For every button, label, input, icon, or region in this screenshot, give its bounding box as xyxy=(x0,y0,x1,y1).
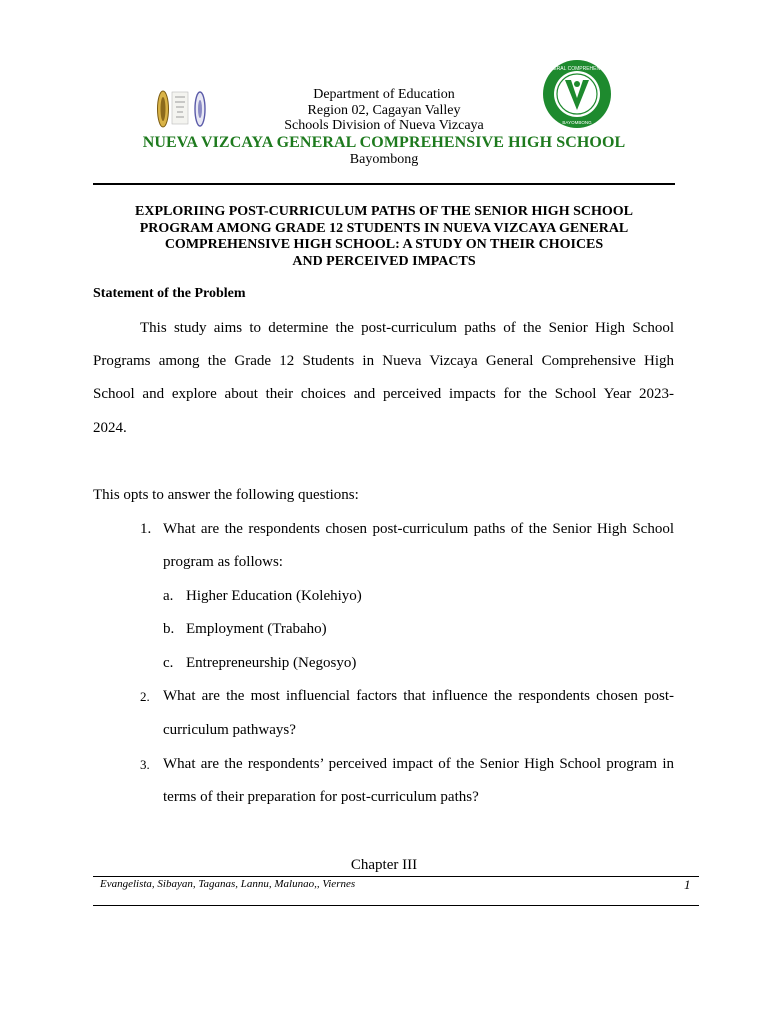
title-line-4: AND PERCEIVED IMPACTS xyxy=(292,254,476,269)
header-town: Bayombong xyxy=(349,152,419,167)
footer-chapter: Chapter III xyxy=(350,857,418,873)
question-2-line-1: What are the most influencial factors that influence the respondents chosen post- xyxy=(163,688,674,704)
question-3-line-2: terms of their preparation for post-curriculum paths? xyxy=(163,789,479,805)
title-line-1: EXPLORIING POST-CURRICULUM PATHS OF THE SENIOR HIGH SCHOOL xyxy=(135,204,633,219)
title-line-2: PROGRAM AMONG GRADE 12 STUDENTS IN NUEVA VIZCAYA GENERAL xyxy=(139,221,629,236)
question-number-2: 2. xyxy=(140,689,150,704)
paragraph-line-1: This study aims to determine the post-curriculum paths of the Senior High School xyxy=(140,320,674,336)
header-department: Department of Education xyxy=(313,87,455,102)
paragraph-line-2: Programs among the Grade 12 Students in Nueva Vizcaya General Comprehensive High xyxy=(93,353,674,369)
paragraph-line-4: 2024. xyxy=(93,420,127,436)
question-number-3: 3. xyxy=(140,757,150,772)
paragraph-line-3: School and explore about their choices and perceived impacts for the School Year 2023- xyxy=(93,386,674,402)
section-heading: Statement of the Problem xyxy=(93,286,246,301)
title-line-3: COMPREHENSIVE HIGH SCHOOL: A STUDY ON THEIR CHOICES xyxy=(164,237,604,252)
header-division: Schools Division of Nueva Vizcaya xyxy=(284,118,484,133)
footer-divider-top xyxy=(93,876,699,877)
svg-text:GENERAL COMPREHENSIVE: GENERAL COMPREHENSIVE xyxy=(542,66,612,72)
sub-item-letter-b: b. xyxy=(163,621,175,637)
sub-item-b-text: Employment (Trabaho) xyxy=(186,621,327,637)
header-region: Region 02, Cagayan Valley xyxy=(307,103,461,118)
sub-item-a-text: Higher Education (Kolehiyo) xyxy=(186,588,362,604)
header-divider xyxy=(93,183,675,185)
question-number-1: 1. xyxy=(140,521,152,537)
question-2-line-2: curriculum pathways? xyxy=(163,722,296,738)
sub-item-letter-c: c. xyxy=(163,655,174,671)
footer-divider-bottom xyxy=(93,905,699,906)
footer-page-number: 1 xyxy=(684,877,691,892)
sub-item-letter-a: a. xyxy=(163,588,174,604)
footer-authors: Evangelista, Sibayan, Taganas, Lannu, Malunao,, Viernes xyxy=(100,878,356,890)
question-3-line-1: What are the respondents’ perceived impact of the Senior High School program in xyxy=(163,756,674,772)
question-1-line-2: program as follows: xyxy=(163,554,283,570)
sub-item-c-text: Entrepreneurship (Negosyo) xyxy=(186,655,357,671)
question-1-line-1: What are the respondents chosen post-curriculum paths of the Senior High School xyxy=(163,521,674,537)
questions-intro: This opts to answer the following questions: xyxy=(93,487,359,503)
header-school-name: NUEVA VIZCAYA GENERAL COMPREHENSIVE HIGH SCHOOL xyxy=(142,134,626,151)
svg-text:BAYOMBONG: BAYOMBONG xyxy=(562,120,592,125)
